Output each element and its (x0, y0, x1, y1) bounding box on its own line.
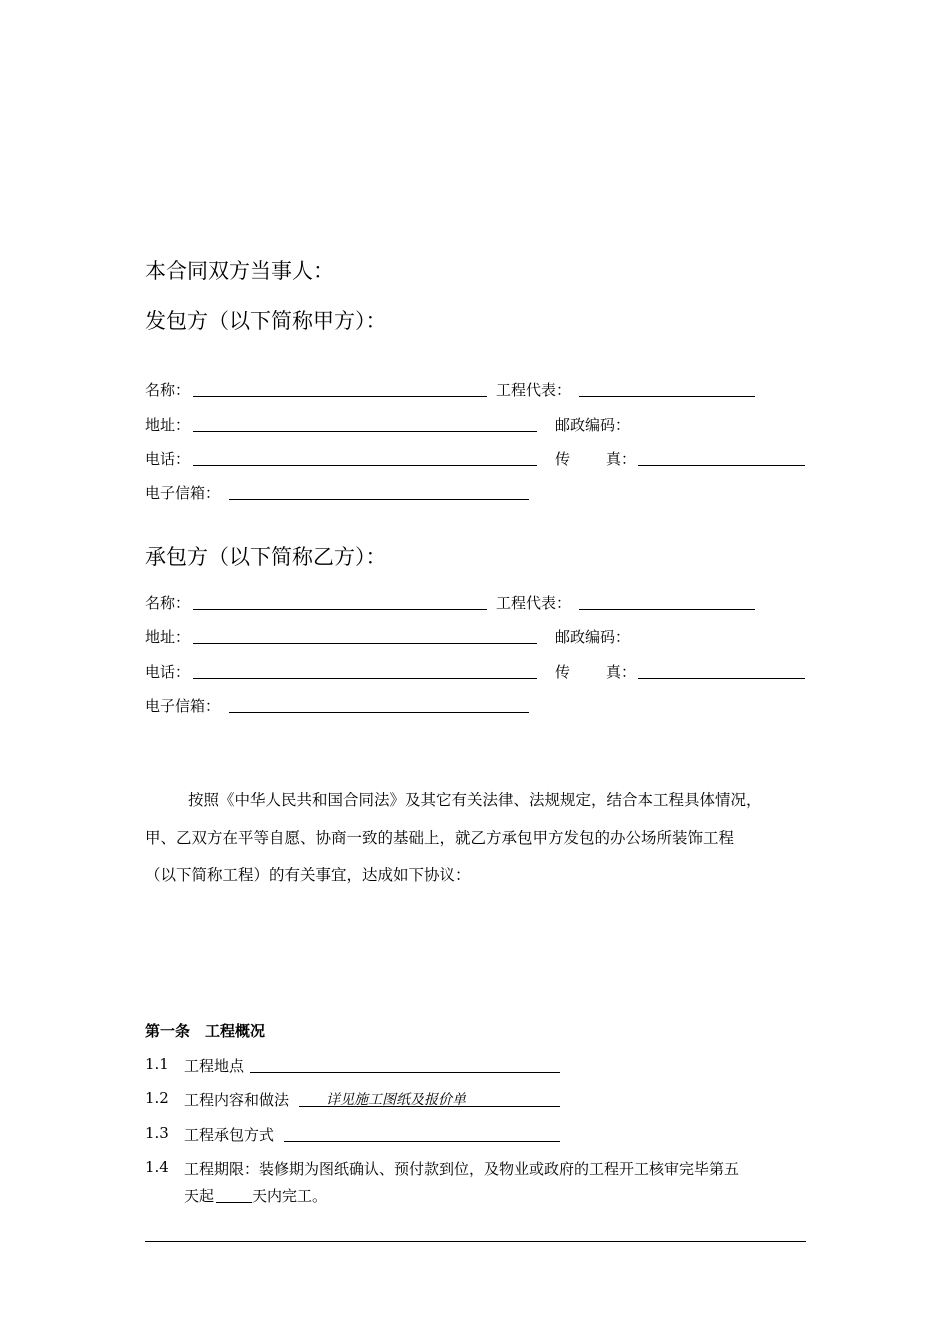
party-a-email-label: 电子信箱： (145, 484, 221, 502)
item-1-3-number: 1.3 (145, 1124, 169, 1142)
party-b-rep-field[interactable] (579, 609, 755, 610)
party-b-fax-field[interactable] (638, 678, 805, 679)
party-b-address-label: 地址： (145, 628, 191, 646)
party-a-fax-label-1: 传 (555, 450, 571, 468)
item-1-4-text-2a: 天起 (184, 1187, 215, 1205)
party-b-address-field[interactable] (193, 643, 537, 644)
party-b-heading: 承包方（以下简称乙方）： (145, 545, 387, 569)
item-1-1-text: 工程地点 (184, 1057, 245, 1075)
item-1-4-number: 1.4 (145, 1158, 169, 1176)
party-b-rep-label: 工程代表： (496, 594, 572, 612)
party-b-email-field[interactable] (229, 712, 529, 713)
item-1-4-days-field[interactable] (216, 1202, 252, 1203)
party-a-name-field[interactable] (193, 396, 487, 397)
party-a-rep-field[interactable] (579, 396, 755, 397)
party-b-fax-label-2: 真： (606, 663, 637, 681)
party-a-postcode-label: 邮政编码： (555, 416, 631, 434)
item-1-3-text: 工程承包方式 (184, 1126, 275, 1144)
item-1-4-text-2b: 天内完工。 (252, 1187, 328, 1205)
party-b-phone-field[interactable] (193, 678, 537, 679)
item-1-2-fill: 详见施工图纸及报价单 (326, 1092, 466, 1108)
party-a-phone-field[interactable] (193, 465, 537, 466)
party-b-email-label: 电子信箱： (145, 697, 221, 715)
party-b-fax-label-1: 传 (555, 663, 571, 681)
item-1-3-field[interactable] (284, 1141, 560, 1142)
party-b-name-label: 名称： (145, 594, 191, 612)
party-a-heading: 发包方（以下简称甲方）： (145, 309, 387, 333)
agreement-line-1: 按照《中华人民共和国合同法》及其它有关法律、法规规定，结合本工程具体情况， (188, 791, 762, 809)
item-1-2-text: 工程内容和做法 (184, 1091, 290, 1109)
footer-rule (145, 1241, 806, 1242)
party-a-fax-field[interactable] (638, 465, 805, 466)
party-b-phone-label: 电话： (145, 663, 191, 681)
party-a-address-field[interactable] (193, 431, 537, 432)
party-a-address-label: 地址： (145, 416, 191, 434)
article-1-title: 第一条 工程概况 (145, 1022, 266, 1040)
item-1-1-number: 1.1 (145, 1055, 169, 1073)
party-b-name-field[interactable] (193, 609, 487, 610)
agreement-line-3: （以下简称工程）的有关事宜，达成如下协议： (145, 866, 471, 884)
party-a-fax-label-2: 真： (606, 450, 637, 468)
item-1-1-field[interactable] (250, 1072, 560, 1073)
party-a-email-field[interactable] (229, 499, 529, 500)
party-a-phone-label: 电话： (145, 450, 191, 468)
party-b-postcode-label: 邮政编码： (555, 628, 631, 646)
party-a-name-label: 名称： (145, 381, 191, 399)
agreement-line-2: 甲、乙双方在平等自愿、协商一致的基础上，就乙方承包甲方发包的办公场所装饰工程 (145, 829, 735, 847)
party-a-rep-label: 工程代表： (496, 381, 572, 399)
intro-title: 本合同双方当事人： (145, 259, 334, 283)
item-1-2-number: 1.2 (145, 1089, 169, 1107)
item-1-4-text: 工程期限：装修期为图纸确认、预付款到位，及物业或政府的工程开工核审完毕第五 (184, 1160, 740, 1178)
